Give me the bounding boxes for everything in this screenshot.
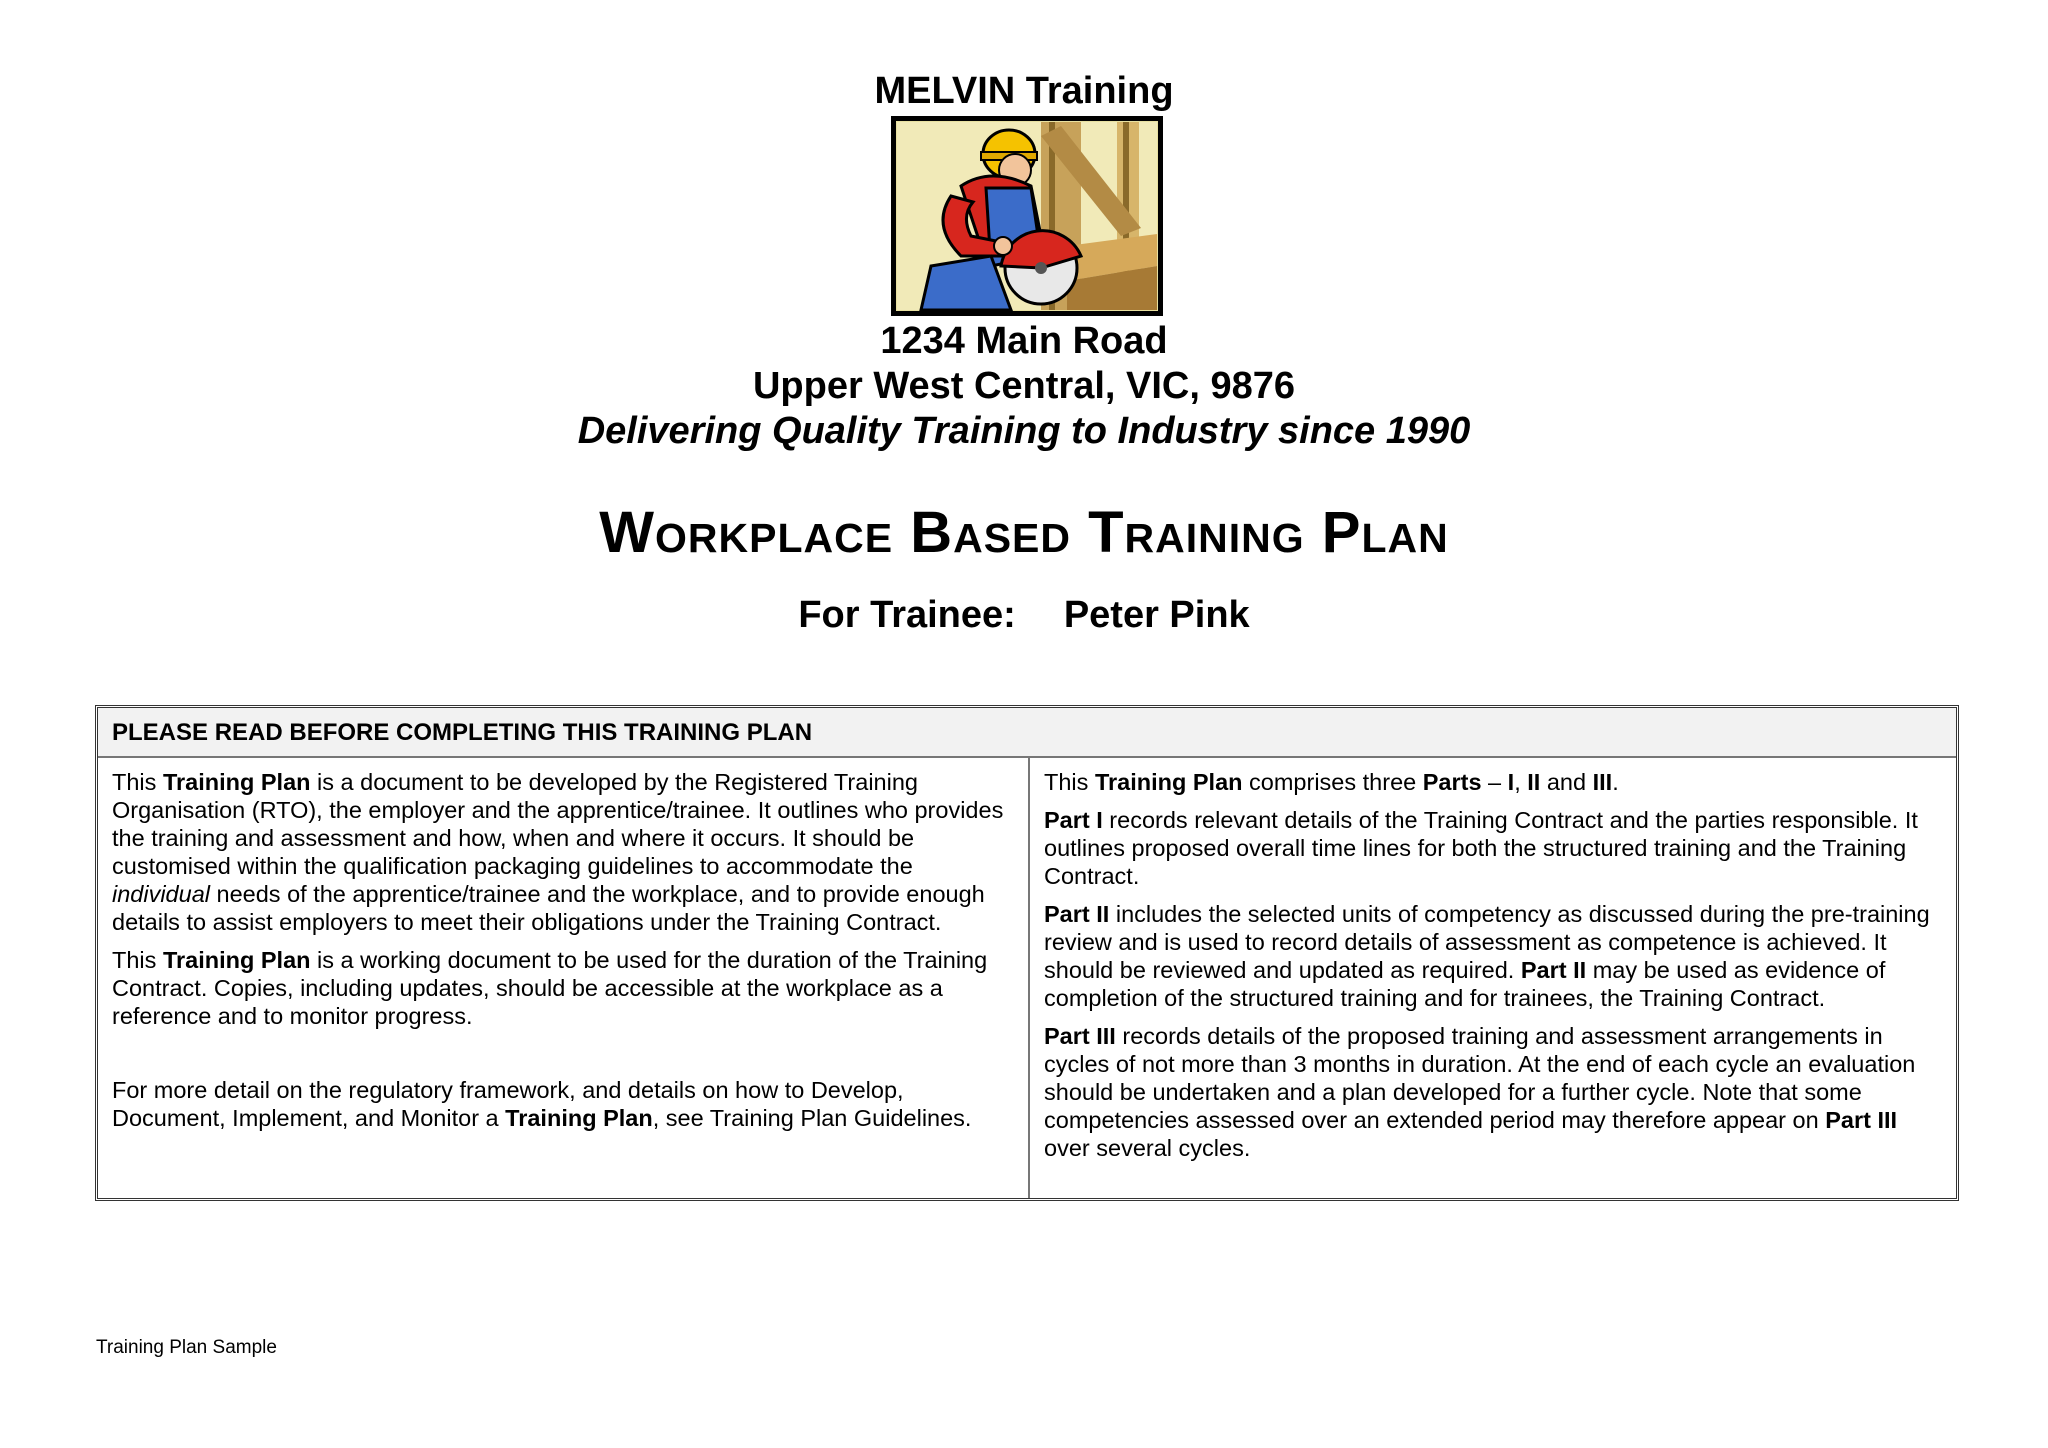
instructions-right-column — [1044, 758, 1949, 1162]
instructions-box — [95, 705, 1959, 1201]
page-footer: Training Plan Sample — [96, 1337, 277, 1358]
left-paragraph-1: This Training Plan is a document to be developed by the Registered Training Organisation (RTO), the employer and the apprentice/trainee. It outlines who provides the training and assessment and how, when and where it occurs. It should be customised within the qualification packaging guidelines to accommodate the individual needs of the apprentice/trainee and the workplace, and to provide enough details to assist employers to meet their obligations under the Training Contract. — [112, 769, 1004, 935]
document-title: Workplace Based Training Plan — [599, 500, 1449, 565]
address-line-1: 1234 Main Road — [880, 320, 1168, 362]
trainee-label: For Trainee: — [798, 594, 1016, 636]
trainee-name: Peter Pink — [1063, 594, 1250, 636]
left-paragraph-3: For more detail on the regulatory framework, and details on how to Develop, Document, Implement, and Monitor a Training Plan, see Training Plan Guidelines. — [112, 1077, 972, 1131]
organisation-name: MELVIN Training — [874, 70, 1174, 112]
right-paragraph-part-3: Part III records details of the proposed training and assessment arrangements in cycles of not more than 3 months in duration. At the end of each cycle an evaluation should be undertaken and a plan developed for a further cycle. Note that some competencies assessed over an extended period may therefore appear on Part III over several cycles. — [1044, 1023, 1916, 1161]
instructions-left-column — [112, 758, 1017, 1132]
column-divider — [1028, 758, 1030, 1198]
tagline: Delivering Quality Training to Industry since 1990 — [577, 410, 1471, 452]
worker-saw-logo-icon — [891, 116, 1163, 316]
right-paragraph-part-2: Part II includes the selected units of competency as discussed during the pre-training review and is used to record details of assessment as competence is achieved. It should be reviewed and updated as required. Part II may be used as evidence of completion of the structured training and for trainees, the Training Contract. — [1044, 901, 1930, 1011]
right-paragraph-part-1: Part I records relevant details of the Training Contract and the parties responsible. It outlines proposed overall time lines for both the structured training and the Training Contract. — [1044, 807, 1918, 889]
address-line-2: Upper West Central, VIC, 9876 — [752, 365, 1296, 407]
instructions-heading: PLEASE READ BEFORE COMPLETING THIS TRAINING PLAN — [98, 708, 1956, 758]
left-paragraph-2: This Training Plan is a working document to be used for the duration of the Training Contract. Copies, including updates, should be accessible at the workplace as a reference and to monitor progress. — [112, 947, 988, 1029]
trainee-line — [0, 590, 2048, 640]
right-paragraph-1: This Training Plan comprises three Parts – I, II and III. — [1044, 769, 1619, 795]
